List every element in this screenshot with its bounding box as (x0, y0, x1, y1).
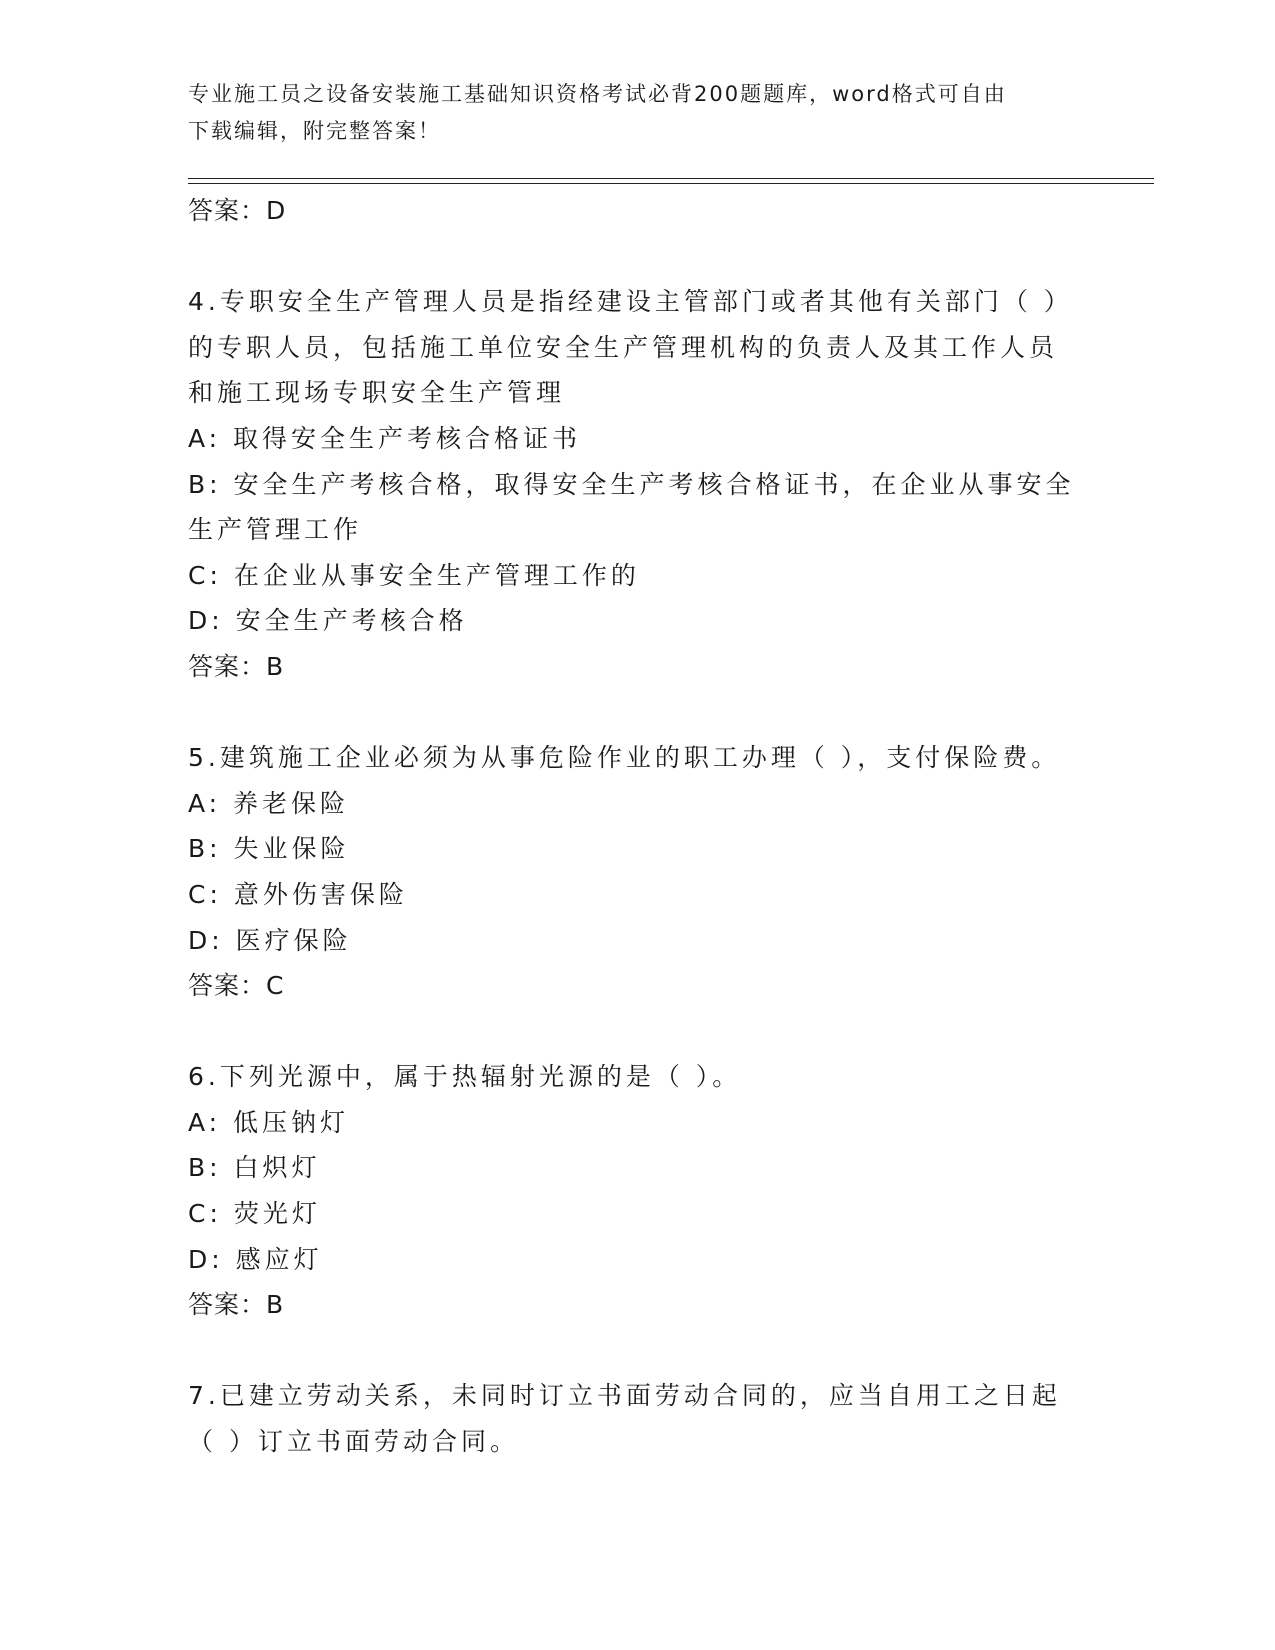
option-a: A: 取得安全生产考核合格证书 (188, 423, 582, 453)
question-block (188, 279, 1088, 689)
question-block (188, 735, 1088, 1009)
option-d: D: 安全生产考核合格 (188, 606, 468, 636)
answer-label: 答案：B (188, 651, 285, 681)
header-divider-top (188, 178, 1154, 179)
option-c: C: 意外伤害保险 (188, 879, 408, 909)
option-c: C: 荧光灯 (188, 1199, 321, 1229)
question-text-line: 7.已建立劳动关系，未同时订立书面劳动合同的，应当自用工之日起 (188, 1381, 1061, 1411)
option-c: C: 在企业从事安全生产管理工作的 (188, 560, 640, 590)
option-a: A: 养老保险 (188, 788, 350, 818)
answer-label: 答案：C (188, 971, 285, 1001)
document-header (188, 76, 1068, 150)
option-a: A: 低压钠灯 (188, 1107, 350, 1137)
header-line-2: 下载编辑，附完整答案！ (188, 119, 441, 143)
question-text-line: （ ）订立书面劳动合同。 (188, 1427, 519, 1457)
question-text-line: 的专职人员，包括施工单位安全生产管理机构的负责人及其工作人员 (188, 332, 1059, 362)
option-b-continued: 生产管理工作 (188, 515, 363, 545)
question-content (188, 188, 1088, 1465)
header-divider-bottom (188, 183, 1154, 184)
option-b: B: 失业保险 (188, 834, 350, 864)
answer-label: 答案：B (188, 1290, 285, 1320)
question-text-line: 4.专职安全生产管理人员是指经建设主管部门或者其他有关部门（ ） (188, 287, 1073, 317)
spacer (188, 234, 1088, 280)
previous-answer: 答案：D (188, 196, 287, 225)
option-b: B: 白炽灯 (188, 1153, 321, 1183)
option-d: D: 感应灯 (188, 1244, 323, 1274)
question-text-line: 5.建筑施工企业必须为从事危险作业的职工办理（ ），支付保险费。 (188, 743, 1061, 773)
option-d: D: 医疗保险 (188, 925, 352, 955)
option-b: B: 安全生产考核合格，取得安全生产考核合格证书，在企业从事安全 (188, 469, 1075, 499)
header-line-1: 专业施工员之设备安装施工基础知识资格考试必背200题题库，word格式可自由 (188, 82, 1007, 106)
question-text-line: 和施工现场专职安全生产管理 (188, 378, 566, 408)
spacer (188, 690, 1088, 736)
question-block (188, 1373, 1088, 1464)
question-block (188, 1054, 1088, 1328)
spacer (188, 1009, 1088, 1055)
spacer (188, 1328, 1088, 1374)
question-text-line: 6.下列光源中，属于热辐射光源的是（ ）。 (188, 1062, 742, 1092)
